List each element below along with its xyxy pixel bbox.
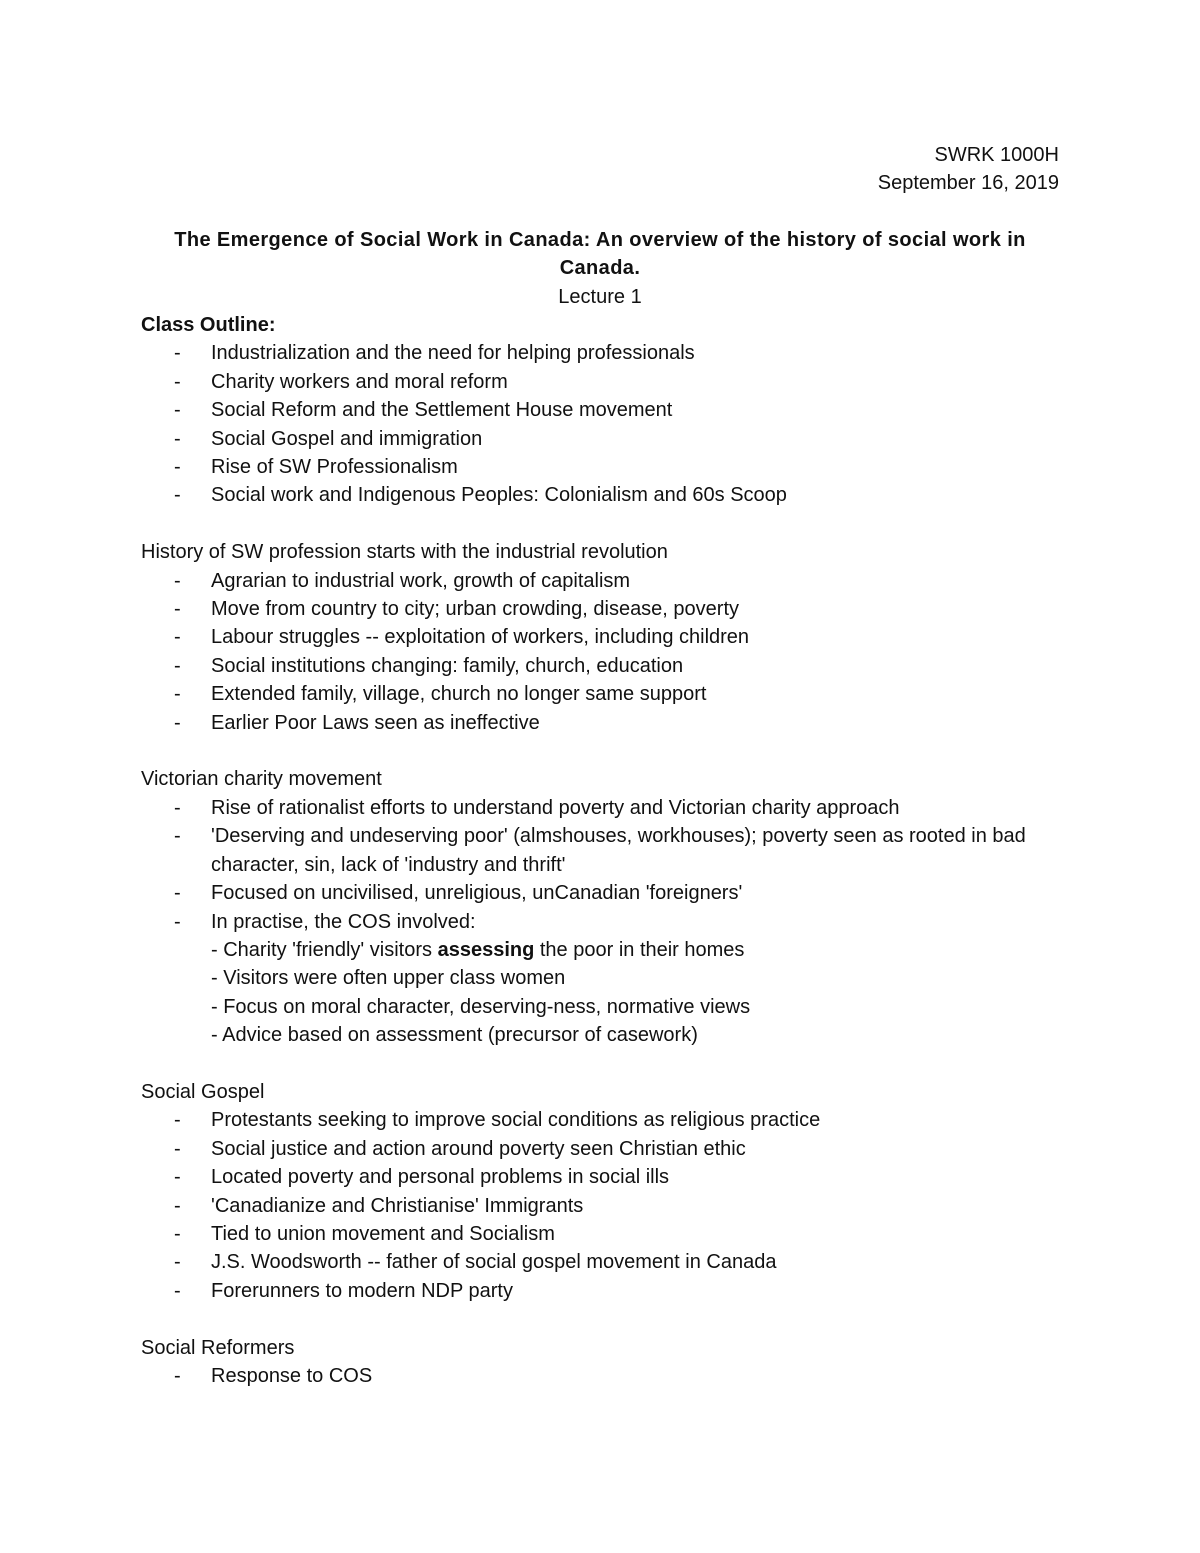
title-block bbox=[141, 226, 1059, 311]
blank-line bbox=[141, 1050, 1059, 1078]
class-outline-heading: Class Outline: bbox=[141, 314, 276, 336]
sub-list-item: - Advice based on assessment (precursor of casework) bbox=[211, 1024, 698, 1047]
list-item-text: Extended family, village, church no longer same support bbox=[211, 683, 707, 706]
dash-bullet: - bbox=[174, 370, 181, 393]
list-item-text: Protestants seeking to improve social conditions as religious practice bbox=[211, 1109, 821, 1132]
sub-list-item bbox=[211, 936, 1059, 964]
document-title-line-2: Canada. bbox=[559, 257, 641, 280]
list-item bbox=[141, 1248, 1059, 1276]
list-item-text: Social work and Indigenous Peoples: Colonialism and 60s Scoop bbox=[211, 484, 787, 507]
list-item bbox=[141, 709, 1059, 737]
list-item-text: J.S. Woodsworth -- father of social gospel movement in Canada bbox=[211, 1251, 777, 1274]
dash-bullet: - bbox=[174, 654, 181, 677]
class-outline-section bbox=[141, 311, 1059, 510]
list-item bbox=[141, 652, 1059, 680]
dash-bullet: - bbox=[174, 399, 181, 422]
list-item bbox=[141, 1135, 1059, 1163]
dash-bullet: - bbox=[174, 427, 181, 450]
list-item-text: Social Reform and the Settlement House movement bbox=[211, 399, 673, 422]
list-item bbox=[141, 396, 1059, 424]
list-item-text: 'Canadianize and Christianise' Immigrants bbox=[211, 1194, 584, 1217]
history-list bbox=[141, 567, 1059, 737]
list-item-text: Move from country to city; urban crowding, disease, poverty bbox=[211, 598, 740, 621]
list-item-text: Social Gospel and immigration bbox=[211, 427, 483, 450]
social-gospel-list bbox=[141, 1106, 1059, 1305]
social-gospel-heading: Social Gospel bbox=[141, 1080, 265, 1103]
dash-bullet: - bbox=[174, 1194, 181, 1217]
emphasized-word: assessing bbox=[437, 938, 535, 961]
list-item-text: Earlier Poor Laws seen as ineffective bbox=[211, 711, 540, 734]
list-item bbox=[141, 1163, 1059, 1191]
list-item bbox=[141, 425, 1059, 453]
list-item bbox=[141, 1220, 1059, 1248]
list-item bbox=[141, 595, 1059, 623]
dash-bullet: - bbox=[174, 1109, 181, 1132]
social-reformers-list bbox=[141, 1362, 1059, 1390]
list-item-text: Industrialization and the need for helping professionals bbox=[211, 342, 695, 365]
victorian-charity-section bbox=[141, 765, 1059, 1049]
victorian-charity-list bbox=[141, 794, 1059, 1050]
list-item bbox=[141, 368, 1059, 396]
dash-bullet: - bbox=[174, 569, 181, 592]
list-item bbox=[141, 908, 1059, 1050]
list-item-text: Response to COS bbox=[211, 1364, 373, 1387]
victorian-charity-heading: Victorian charity movement bbox=[141, 768, 382, 791]
list-item bbox=[141, 1362, 1059, 1390]
list-item-text: Rise of SW Professionalism bbox=[211, 456, 458, 479]
dash-bullet: - bbox=[174, 711, 181, 734]
dash-bullet: - bbox=[174, 626, 181, 649]
list-item bbox=[141, 453, 1059, 481]
list-item bbox=[141, 822, 1059, 879]
list-item bbox=[141, 1277, 1059, 1305]
social-reformers-section bbox=[141, 1334, 1059, 1391]
list-item bbox=[141, 623, 1059, 651]
list-item-text: Focused on uncivilised, unreligious, unCanadian 'foreigners' bbox=[211, 882, 743, 905]
social-reformers-heading: Social Reformers bbox=[141, 1336, 295, 1359]
list-item bbox=[141, 339, 1059, 367]
sub-list-item: - Visitors were often upper class women bbox=[211, 967, 566, 990]
social-gospel-section bbox=[141, 1078, 1059, 1305]
dash-bullet: - bbox=[174, 1279, 181, 1302]
dash-bullet: - bbox=[174, 825, 181, 848]
dash-bullet: - bbox=[174, 1222, 181, 1245]
sub-item-text: - Charity 'friendly' visitors bbox=[211, 938, 438, 961]
dash-bullet: - bbox=[174, 1364, 181, 1387]
document-title-line-1: The Emergence of Social Work in Canada: An overview of the history of social work in bbox=[174, 229, 1026, 251]
dash-bullet: - bbox=[174, 484, 181, 507]
list-item-text: Charity workers and moral reform bbox=[211, 370, 508, 393]
list-item bbox=[141, 567, 1059, 595]
blank-line bbox=[141, 1305, 1059, 1333]
dash-bullet: - bbox=[174, 456, 181, 479]
dash-bullet: - bbox=[174, 1137, 181, 1160]
dash-bullet: - bbox=[174, 882, 181, 905]
dash-bullet: - bbox=[174, 1166, 181, 1189]
list-item-text: Tied to union movement and Socialism bbox=[211, 1222, 555, 1245]
list-item-text: 'Deserving and undeserving poor' (almshouses, workhouses); poverty seen as rooted in bad character, sin, lack of 'industry and thrift' bbox=[211, 825, 1026, 876]
dash-bullet: - bbox=[174, 683, 181, 706]
dash-bullet: - bbox=[174, 1251, 181, 1274]
dash-bullet: - bbox=[174, 342, 181, 365]
dash-bullet: - bbox=[174, 910, 181, 933]
dash-bullet: - bbox=[174, 796, 181, 819]
list-item-text: Social institutions changing: family, church, education bbox=[211, 654, 684, 677]
class-outline-list bbox=[141, 339, 1059, 509]
list-item bbox=[141, 794, 1059, 822]
lecture-label: Lecture 1 bbox=[558, 285, 642, 308]
list-item-text: Located poverty and personal problems in social ills bbox=[211, 1166, 670, 1189]
list-item-text: Agrarian to industrial work, growth of capitalism bbox=[211, 569, 631, 592]
blank-line bbox=[141, 737, 1059, 765]
list-item bbox=[141, 1192, 1059, 1220]
history-section bbox=[141, 538, 1059, 737]
notes-content bbox=[141, 311, 1059, 1390]
list-item bbox=[141, 481, 1059, 509]
history-heading: History of SW profession starts with the industrial revolution bbox=[141, 541, 668, 564]
list-item-text: In practise, the COS involved: bbox=[211, 910, 476, 933]
dash-bullet: - bbox=[174, 598, 181, 621]
document-header bbox=[878, 141, 1059, 198]
list-item bbox=[141, 1106, 1059, 1134]
list-item-text: Social justice and action around poverty seen Christian ethic bbox=[211, 1137, 746, 1160]
blank-line bbox=[141, 510, 1059, 538]
list-item-text: Labour struggles -- exploitation of workers, including children bbox=[211, 626, 750, 649]
sub-list-item: - Focus on moral character, deserving-ness, normative views bbox=[211, 995, 751, 1018]
list-item bbox=[141, 680, 1059, 708]
course-code: SWRK 1000H bbox=[934, 144, 1059, 166]
sub-item-text: the poor in their homes bbox=[534, 938, 745, 961]
document-date: September 16, 2019 bbox=[877, 172, 1059, 195]
list-item-text: Forerunners to modern NDP party bbox=[211, 1279, 513, 1302]
list-item-text: Rise of rationalist efforts to understand poverty and Victorian charity approach bbox=[211, 796, 900, 819]
list-item bbox=[141, 879, 1059, 907]
